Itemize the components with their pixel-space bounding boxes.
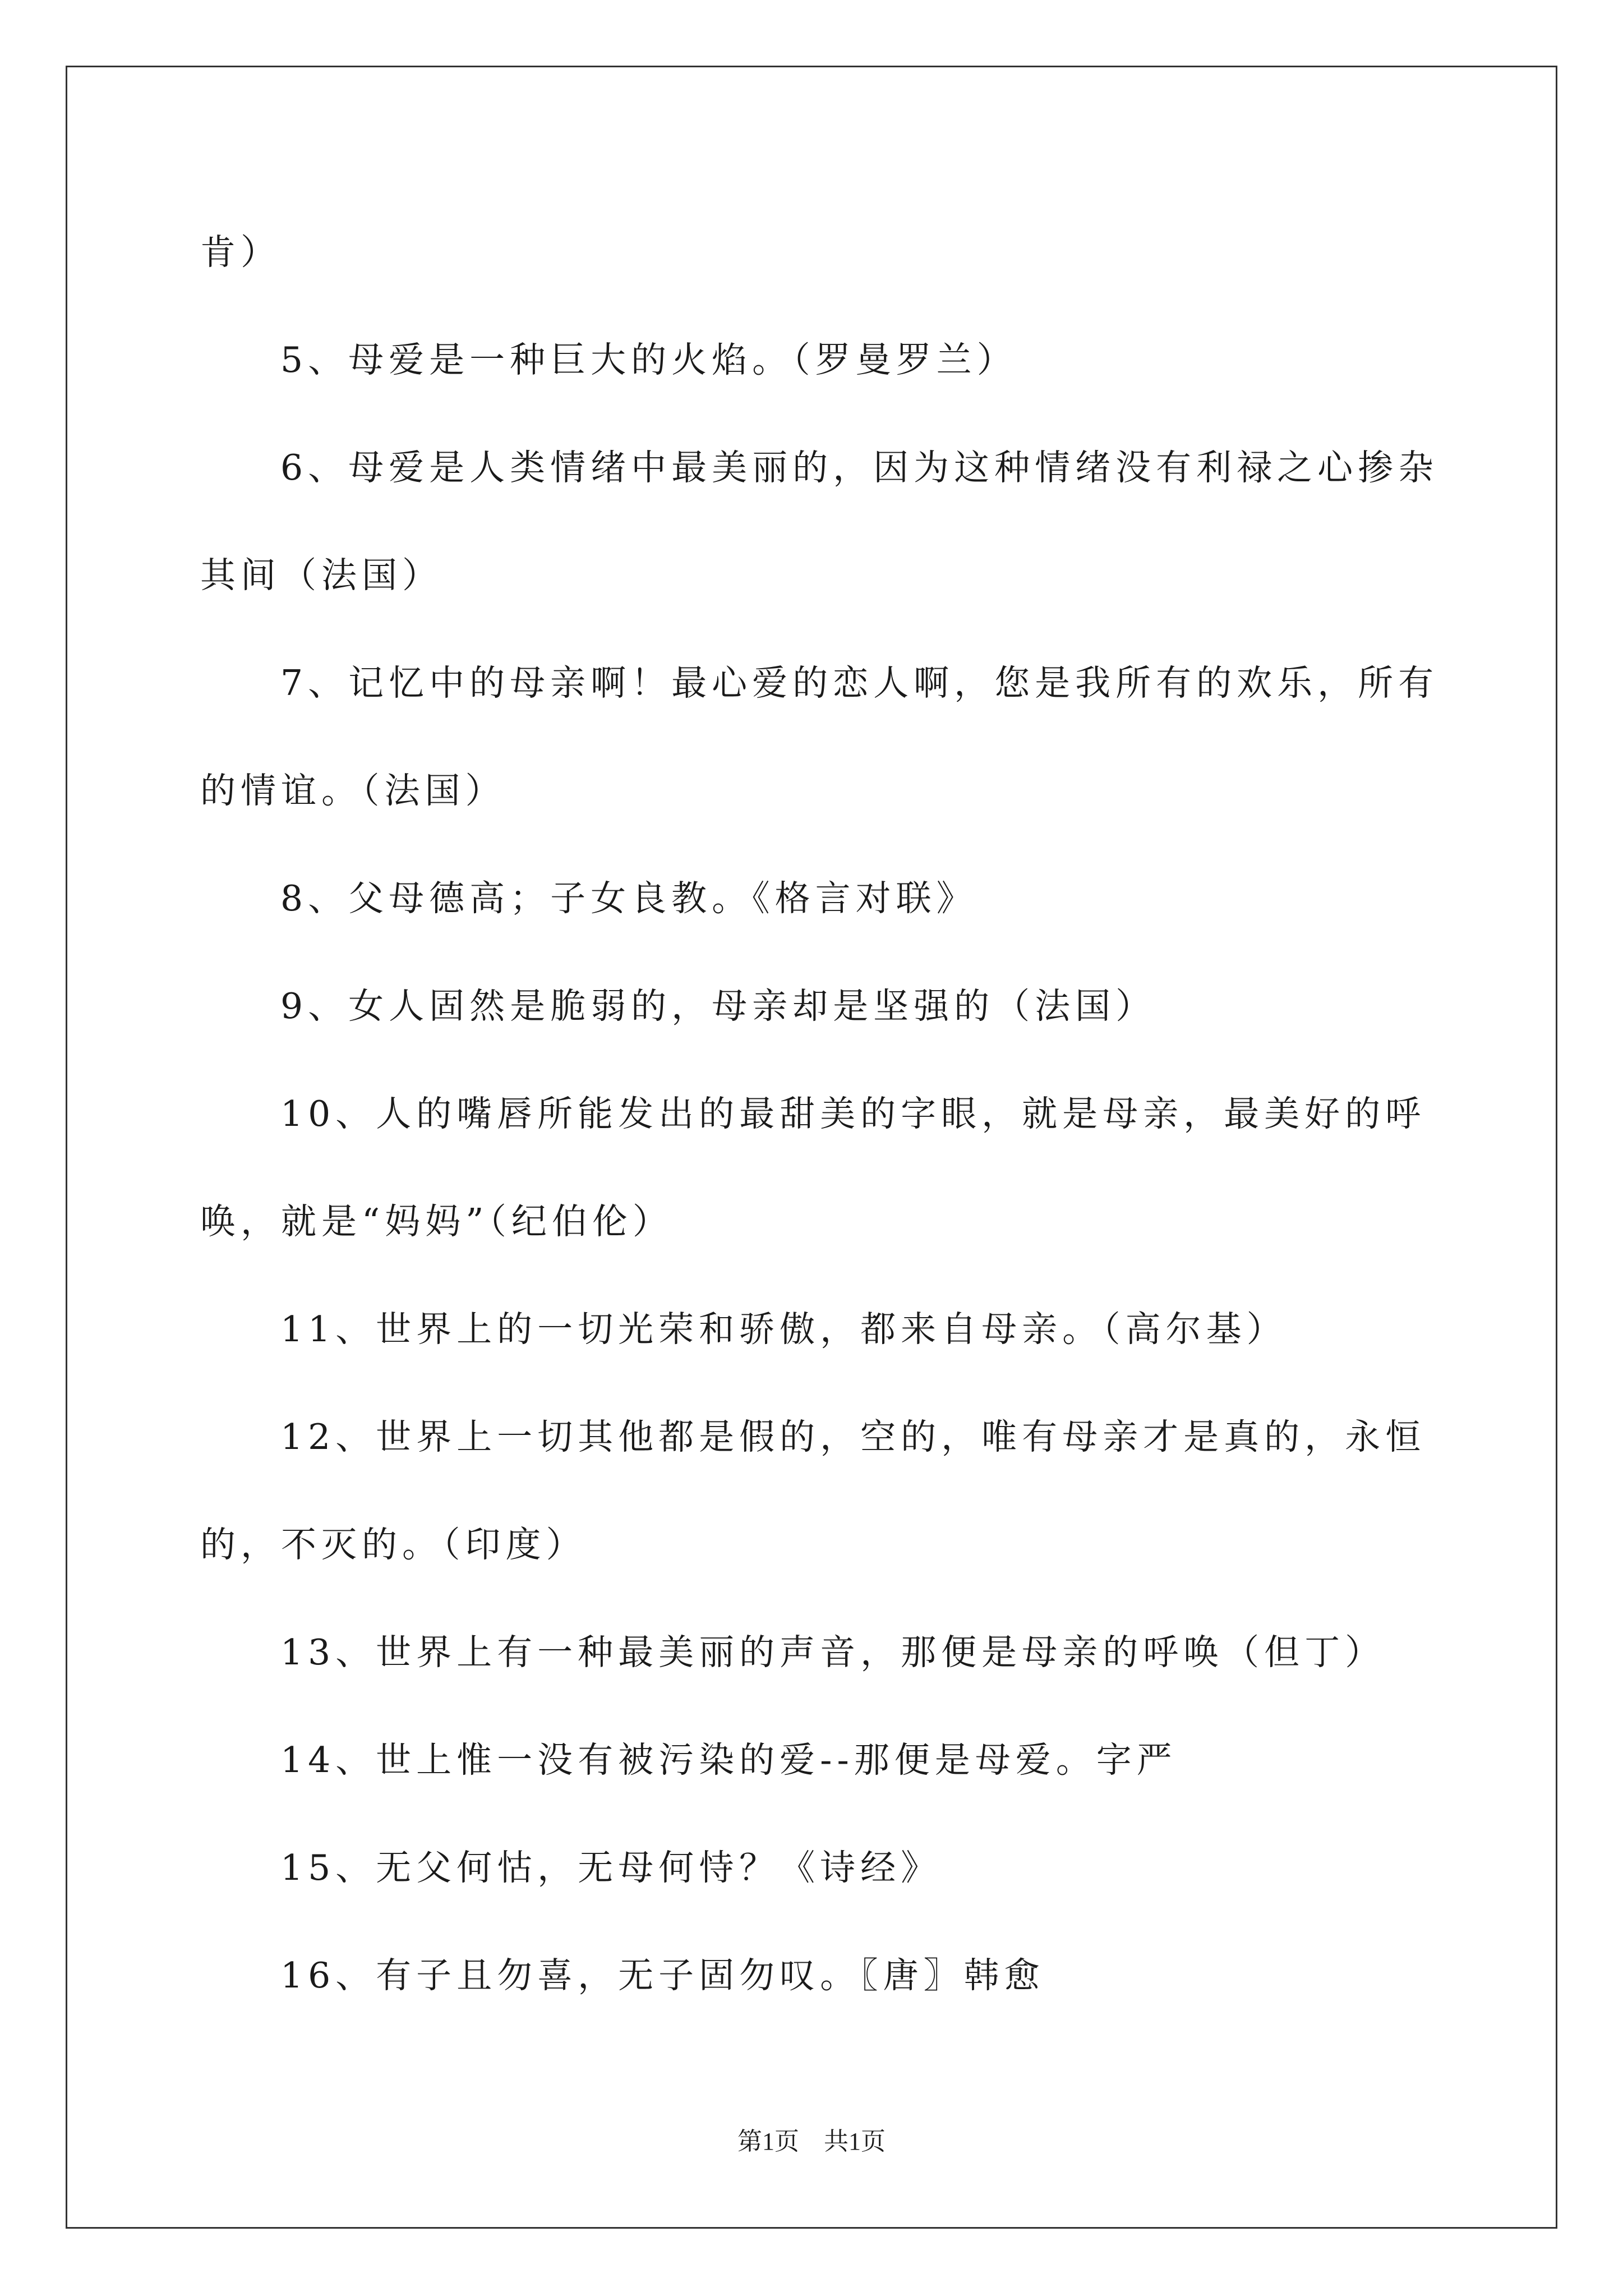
page-border xyxy=(66,66,1557,2229)
quote-9: 9、女人固然是脆弱的，母亲却是坚强的（法国） xyxy=(280,986,1156,1027)
quote-10: 10、人的嘴唇所能发出的最甜美的字眼，就是母亲，最美好的呼 xyxy=(280,1093,1426,1134)
quote-5: 5、母爱是一种巨大的火焰。（罗曼罗兰） xyxy=(280,339,1017,380)
quote-16: 16、有子且勿喜，无子固勿叹。〖唐〗韩愈 xyxy=(280,1955,1045,1996)
quote-14: 14、世上惟一没有被污染的爱--那便是母爱。字严 xyxy=(280,1740,1177,1780)
text-line: 肯） xyxy=(200,232,281,273)
text-line: 的情谊。（法国） xyxy=(200,770,506,811)
text-line: 唤，就是“妈妈”（纪伯伦） xyxy=(200,1201,673,1242)
text-line: 其间（法国） xyxy=(200,555,442,596)
quote-11: 11、世界上的一切光荣和骄傲，都来自母亲。（高尔基） xyxy=(280,1309,1287,1350)
quote-15: 15、无父何怙，无母何恃？《诗经》 xyxy=(280,1847,942,1888)
quote-8: 8、父母德高；子女良教。《格言对联》 xyxy=(280,878,977,919)
quote-13: 13、世界上有一种最美丽的声音，那便是母亲的呼唤（但丁） xyxy=(280,1632,1386,1673)
page-footer: 第1页 共1页 xyxy=(737,2128,886,2155)
quote-12: 12、世界上一切其他都是假的，空的，唯有母亲才是真的，永恒 xyxy=(280,1416,1426,1457)
quote-7: 7、记忆中的母亲啊！最心爱的恋人啊，您是我所有的欢乐，所有 xyxy=(280,662,1439,703)
quote-6: 6、母爱是人类情绪中最美丽的，因为这种情绪没有利禄之心掺杂 xyxy=(280,447,1439,488)
text-line: 的，不灭的。（印度） xyxy=(200,1524,587,1565)
